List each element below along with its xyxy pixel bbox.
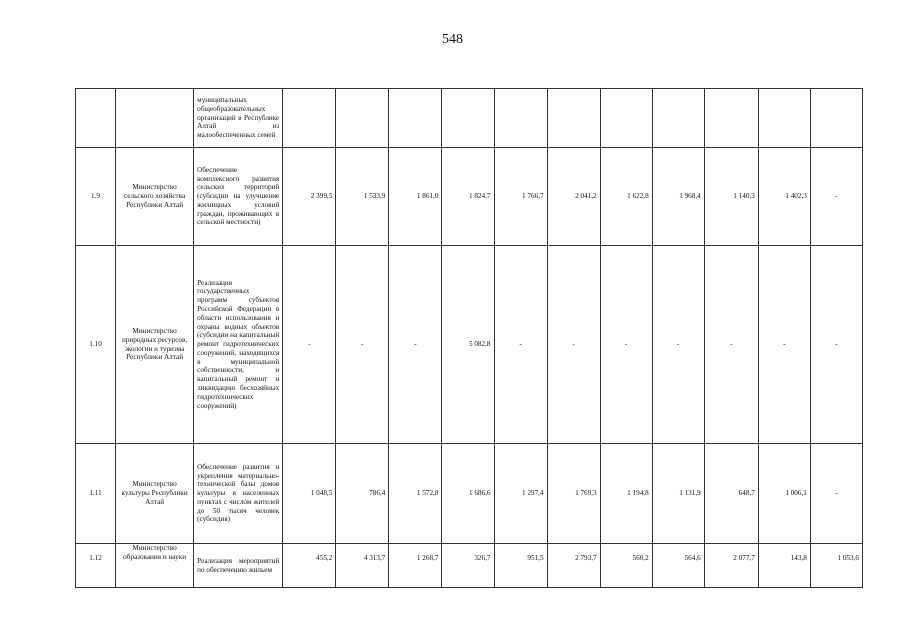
- amount-cell: -: [336, 246, 389, 444]
- amount-cell: 143,8: [758, 544, 810, 588]
- amount-cell: 648,7: [704, 444, 758, 544]
- amount-cell: 2 793,7: [547, 544, 600, 588]
- amount-cell: 326,7: [442, 544, 494, 588]
- amount-cell: 455,2: [283, 544, 336, 588]
- amount-cell: 1 402,3: [758, 148, 810, 246]
- purpose-cell: Обеспечение развития и укрепления материально-технической базы домов культуры в населенных пунктах с числом жителей до 50 тысяч человек (субсидия): [194, 444, 283, 544]
- amount-cell: 1 140,3: [704, 148, 758, 246]
- row-number-cell: 1.12: [76, 544, 116, 588]
- amount-cell: [652, 89, 704, 148]
- amount-cell: 1 824,7: [442, 148, 494, 246]
- amount-cell: 4 313,7: [336, 544, 389, 588]
- amount-cell: 1 006,1: [758, 444, 810, 544]
- agency-cell: Министерство сельского хозяйства Республики Алтай: [116, 148, 194, 246]
- amount-cell: 1 622,8: [600, 148, 652, 246]
- amount-cell: 1 048,5: [283, 444, 336, 544]
- amount-cell: [336, 89, 389, 148]
- table-row: [76, 148, 863, 246]
- row-number-cell: 1.10: [76, 246, 116, 444]
- page-number: 548: [442, 32, 463, 47]
- amount-cell: 1 533,9: [336, 148, 389, 246]
- table-row: [76, 444, 863, 544]
- amount-cell: 786,4: [336, 444, 389, 544]
- agency-cell: [116, 89, 194, 148]
- amount-cell: -: [547, 246, 600, 444]
- amount-cell: 1 766,7: [494, 148, 547, 246]
- amount-cell: 1 861,0: [389, 148, 442, 246]
- purpose-cell: Реализация мероприятий по обеспечению жильем: [194, 544, 283, 588]
- amount-cell: 1 053,6: [810, 544, 862, 588]
- row-number-cell: 1.9: [76, 148, 116, 246]
- amount-cell: 2 077,7: [704, 544, 758, 588]
- row-number-cell: [76, 89, 116, 148]
- amount-cell: 1 686,6: [442, 444, 494, 544]
- amount-cell: 5 082,8: [442, 246, 494, 444]
- purpose-cell: муниципальных общеобразовательных организаций в Республике Алтай из малообеспеченных семей: [194, 89, 283, 148]
- amount-cell: [283, 89, 336, 148]
- amount-cell: -: [810, 444, 862, 544]
- amount-cell: 560,2: [600, 544, 652, 588]
- amount-cell: [494, 89, 547, 148]
- agency-cell: Министерство природных ресурсов, экологии и туризма Республики Алтай: [116, 246, 194, 444]
- amount-cell: 1 769,3: [547, 444, 600, 544]
- agency-cell: Министерство культуры Республики Алтай: [116, 444, 194, 544]
- amount-cell: [442, 89, 494, 148]
- amount-cell: 1 968,4: [652, 148, 704, 246]
- amount-cell: [810, 89, 862, 148]
- table-row: [76, 544, 863, 588]
- amount-cell: 1 268,7: [389, 544, 442, 588]
- amount-cell: [547, 89, 600, 148]
- table-row: [76, 246, 863, 444]
- amount-cell: 2 041,2: [547, 148, 600, 246]
- amount-cell: -: [810, 246, 862, 444]
- agency-cell: Министерство образования и науки: [116, 544, 194, 588]
- amount-cell: [758, 89, 810, 148]
- amount-cell: 564,6: [652, 544, 704, 588]
- amount-cell: 1 572,8: [389, 444, 442, 544]
- amount-cell: 1 194,8: [600, 444, 652, 544]
- amount-cell: -: [389, 246, 442, 444]
- amount-cell: 951,5: [494, 544, 547, 588]
- amount-cell: -: [652, 246, 704, 444]
- amount-cell: -: [704, 246, 758, 444]
- amount-cell: 1 131,9: [652, 444, 704, 544]
- amount-cell: [704, 89, 758, 148]
- amount-cell: -: [600, 246, 652, 444]
- purpose-cell: Обеспечение комплексного развития сельских территорий (субсидии на улучшение жилищных условий граждан, проживающих в сельской местности): [194, 148, 283, 246]
- purpose-cell: Реализация государственных программ субъектов Российской Федерации в области использования и охраны водных объектов (субсидии на капитальный ремонт гидротехнических сооружений, находящихся в муниципальной собственности, и капитальный ремонт и ликвидацию бесхозяйных гидротехнических сооружений): [194, 246, 283, 444]
- amount-cell: [600, 89, 652, 148]
- amount-cell: -: [810, 148, 862, 246]
- amount-cell: -: [283, 246, 336, 444]
- amount-cell: -: [494, 246, 547, 444]
- amount-cell: 2 399,5: [283, 148, 336, 246]
- amount-cell: 1 297,4: [494, 444, 547, 544]
- amount-cell: [389, 89, 442, 148]
- subsidy-table: [75, 88, 863, 588]
- amount-cell: -: [758, 246, 810, 444]
- table-row: [76, 89, 863, 148]
- row-number-cell: 1.11: [76, 444, 116, 544]
